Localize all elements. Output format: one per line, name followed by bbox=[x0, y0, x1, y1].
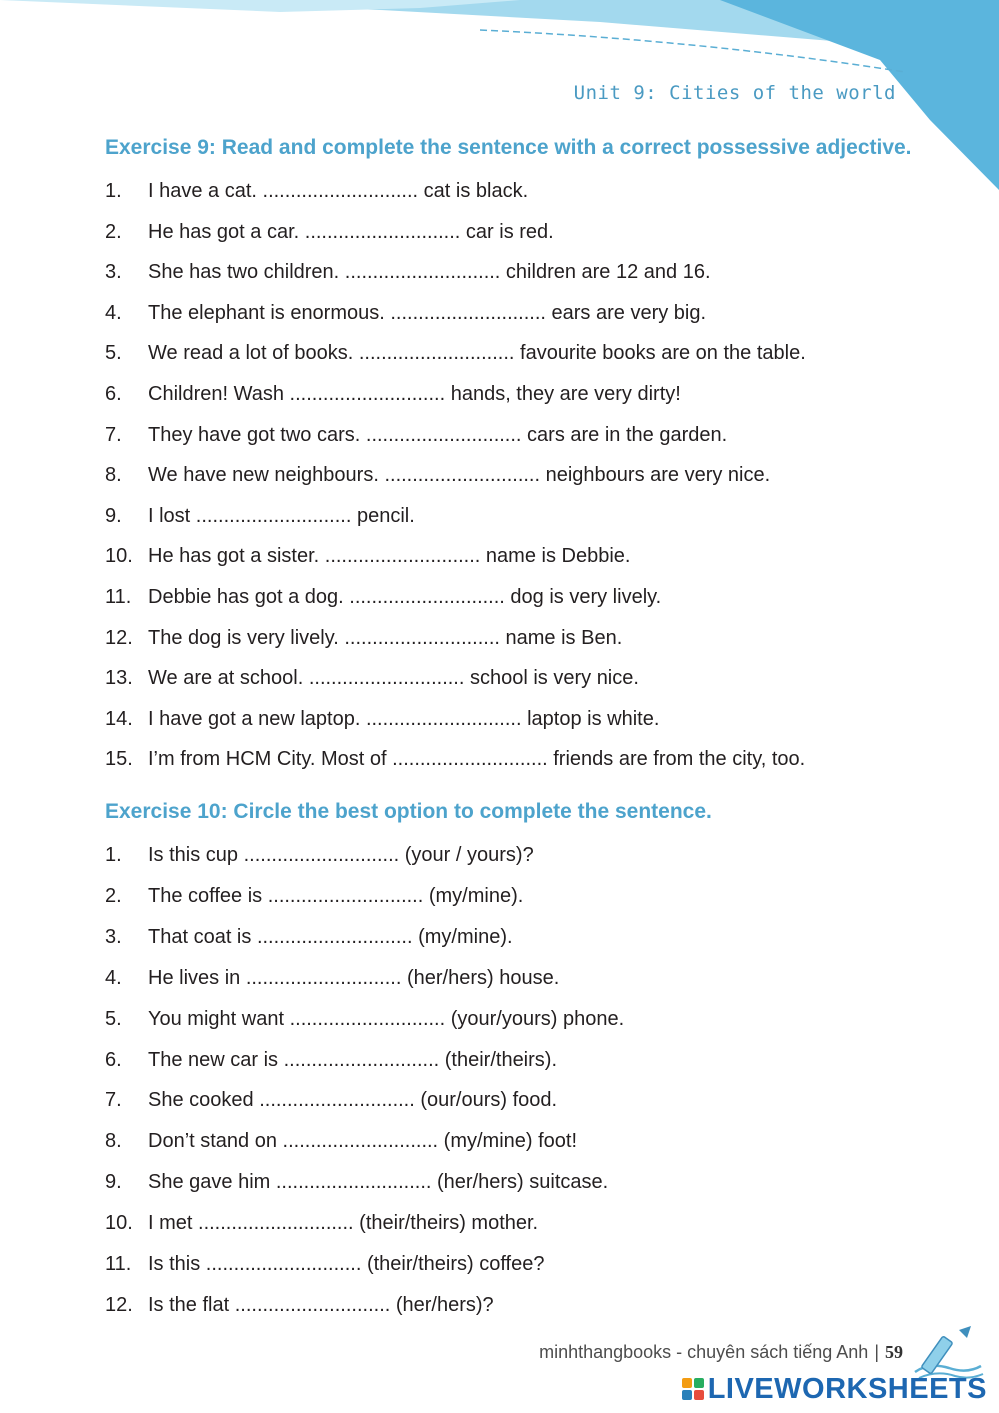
question-text-after: (my/mine) foot! bbox=[438, 1130, 578, 1153]
question-text-before: Don’t stand on bbox=[148, 1130, 283, 1153]
footer-separator: | bbox=[874, 1342, 879, 1362]
exercise10-question bbox=[105, 881, 523, 911]
answer-blank[interactable]: ............................ bbox=[358, 342, 515, 365]
exercise10-question bbox=[105, 1126, 577, 1156]
answer-blank[interactable]: ............................ bbox=[262, 180, 419, 202]
exercise9-question bbox=[105, 298, 706, 328]
question-number: 2. bbox=[105, 884, 122, 907]
question-text-after: name is Ben. bbox=[499, 626, 623, 649]
question-text-before: We read a lot of books. bbox=[148, 342, 359, 365]
exercise10-question bbox=[105, 1290, 494, 1320]
question-text-before: Is the flat bbox=[148, 1293, 235, 1316]
question-number: 8. bbox=[105, 464, 122, 487]
question-text-before: Debbie has got a dog. bbox=[148, 586, 350, 608]
question-text-after: (your / yours)? bbox=[399, 844, 534, 866]
exercise10-question bbox=[105, 840, 534, 870]
question-text-before: He has got a car. bbox=[148, 220, 305, 243]
exercise9-question bbox=[105, 257, 711, 287]
question-text-before: I’m from HCM City. Most of bbox=[148, 748, 393, 771]
exercise10-question bbox=[105, 922, 513, 952]
exercise9-question bbox=[105, 582, 661, 612]
exercise9-question bbox=[105, 338, 806, 368]
question-number: 3. bbox=[105, 925, 122, 948]
answer-blank[interactable]: ............................ bbox=[243, 844, 400, 866]
question-text-after: (your/yours) phone. bbox=[445, 1007, 625, 1030]
unit-title: Unit 9: Cities of the world bbox=[573, 82, 896, 104]
exercise9-question bbox=[105, 704, 659, 734]
question-number: 10. bbox=[105, 1212, 133, 1235]
question-text-after: hands, they are very dirty! bbox=[445, 383, 681, 405]
exercise9-question bbox=[105, 379, 681, 409]
question-number: 4. bbox=[105, 966, 122, 989]
question-text-after: dog is very lively. bbox=[504, 586, 662, 608]
question-text-after: (their/theirs) mother. bbox=[353, 1212, 539, 1235]
question-text-after: children are 12 and 16. bbox=[500, 261, 711, 284]
question-text-after: car is red. bbox=[460, 220, 554, 243]
question-text-before: She cooked bbox=[148, 1089, 260, 1112]
exercise9-question bbox=[105, 744, 805, 774]
answer-blank[interactable]: ............................ bbox=[344, 261, 501, 284]
question-text-after: (our/ours) food. bbox=[414, 1089, 558, 1112]
question-number: 12. bbox=[105, 626, 133, 649]
question-text-after: laptop is white. bbox=[521, 707, 660, 730]
question-text-before: I have a cat. bbox=[148, 180, 263, 202]
answer-blank[interactable]: ............................ bbox=[365, 423, 522, 446]
question-text-after: friends are from the city, too. bbox=[547, 748, 806, 771]
question-number: 4. bbox=[105, 301, 122, 324]
question-text-before: That coat is bbox=[148, 925, 257, 948]
answer-blank[interactable]: ............................ bbox=[198, 1212, 354, 1235]
exercise10-question bbox=[105, 1085, 557, 1115]
liveworksheets-watermark bbox=[682, 1372, 987, 1406]
question-number: 1. bbox=[105, 180, 122, 202]
question-text-before: They have got two cars. bbox=[148, 423, 366, 446]
question-number: 6. bbox=[105, 383, 122, 405]
answer-blank[interactable]: ............................ bbox=[282, 1130, 439, 1153]
question-text-before: He has got a sister. bbox=[148, 545, 325, 568]
question-number: 12. bbox=[105, 1293, 133, 1316]
exercise9-question bbox=[105, 420, 727, 450]
question-number: 11. bbox=[105, 586, 132, 608]
answer-blank[interactable]: ............................ bbox=[256, 925, 413, 948]
question-text-after: (her/hers) suitcase. bbox=[431, 1171, 609, 1194]
question-text-before: Is this cup bbox=[148, 844, 244, 866]
question-text-before: We have new neighbours. bbox=[148, 464, 385, 487]
question-text-before: The elephant is enormous. bbox=[148, 301, 391, 324]
exercise10-question bbox=[105, 963, 559, 993]
exercise10-question bbox=[105, 1249, 544, 1279]
question-text-after: cat is black. bbox=[418, 180, 529, 202]
exercise9-question bbox=[105, 541, 630, 571]
question-number: 7. bbox=[105, 1089, 122, 1112]
exercise-10-title: Exercise 10: Circle the best option to complete the sentence. bbox=[105, 800, 712, 823]
question-text-before: The dog is very lively. bbox=[148, 626, 345, 649]
exercise10-question bbox=[105, 1045, 557, 1075]
question-text-before: The new car is bbox=[148, 1048, 284, 1071]
question-text-before: I have got a new laptop. bbox=[148, 707, 366, 730]
question-text-before: Children! Wash bbox=[148, 383, 290, 405]
question-text-after: pencil. bbox=[351, 504, 415, 527]
question-number: 3. bbox=[105, 261, 122, 284]
question-number: 7. bbox=[105, 423, 122, 446]
question-text-after: cars are in the garden. bbox=[521, 423, 728, 446]
question-text-after: school is very nice. bbox=[464, 667, 639, 690]
question-text-before: You might want bbox=[148, 1007, 290, 1030]
answer-blank[interactable]: ............................ bbox=[289, 1007, 446, 1030]
question-number: 2. bbox=[105, 220, 122, 243]
answer-blank[interactable]: ............................ bbox=[384, 464, 541, 487]
answer-blank[interactable]: ............................ bbox=[289, 383, 446, 405]
question-text-before: She gave him bbox=[148, 1171, 276, 1194]
question-number: 5. bbox=[105, 342, 122, 365]
answer-blank[interactable]: ............................ bbox=[365, 707, 522, 730]
page-footer bbox=[539, 1342, 903, 1363]
exercise9-question bbox=[105, 460, 770, 490]
question-text-after: (their/theirs). bbox=[439, 1048, 558, 1071]
answer-blank[interactable]: ............................ bbox=[392, 748, 548, 771]
question-text-after: (my/mine). bbox=[412, 925, 513, 948]
question-number: 9. bbox=[105, 504, 122, 527]
answer-blank[interactable]: ............................ bbox=[267, 884, 424, 907]
question-text-after: (my/mine). bbox=[423, 884, 524, 907]
question-text-after: neighbours are very nice. bbox=[540, 464, 771, 487]
question-text-before: The coffee is bbox=[148, 884, 268, 907]
exercise-9-title: Exercise 9: Read and complete the sentence with a correct possessive adjective. bbox=[105, 136, 912, 159]
exercise10-question bbox=[105, 1167, 608, 1197]
answer-blank[interactable]: ............................ bbox=[275, 1171, 432, 1194]
question-text-before: I lost bbox=[148, 504, 196, 527]
answer-blank[interactable]: ............................ bbox=[390, 301, 546, 324]
question-number: 6. bbox=[105, 1048, 122, 1071]
answer-blank[interactable]: ............................ bbox=[308, 667, 465, 690]
answer-blank[interactable]: ............................ bbox=[349, 586, 505, 608]
question-text-after: ears are very big. bbox=[545, 301, 707, 324]
answer-blank[interactable]: ............................ bbox=[234, 1293, 391, 1316]
answer-blank[interactable]: ............................ bbox=[344, 626, 500, 649]
exercise9-question bbox=[105, 217, 554, 247]
answer-blank[interactable]: ............................ bbox=[304, 220, 461, 243]
question-number: 15. bbox=[105, 748, 133, 771]
question-text-after: name is Debbie. bbox=[480, 545, 631, 568]
question-number: 1. bbox=[105, 844, 122, 866]
exercise9-question bbox=[105, 176, 528, 206]
question-text-before: We are at school. bbox=[148, 667, 309, 690]
liveworksheets-logo-icon bbox=[682, 1378, 704, 1400]
publisher-name: minhthangbooks - chuyên sách tiếng Anh bbox=[539, 1342, 869, 1362]
question-text-after: (her/hers) house. bbox=[401, 966, 560, 989]
page-number: 59 bbox=[885, 1342, 903, 1362]
question-number: 8. bbox=[105, 1130, 122, 1153]
answer-blank[interactable]: ............................ bbox=[205, 1253, 362, 1275]
question-number: 10. bbox=[105, 545, 133, 568]
question-text-before: He lives in bbox=[148, 966, 246, 989]
question-number: 11. bbox=[105, 1253, 132, 1275]
question-number: 5. bbox=[105, 1007, 122, 1030]
question-text-before: I met bbox=[148, 1212, 199, 1235]
answer-blank[interactable]: ............................ bbox=[324, 545, 481, 568]
question-number: 14. bbox=[105, 707, 133, 730]
question-text-before: Is this bbox=[148, 1253, 206, 1275]
question-number: 9. bbox=[105, 1171, 122, 1194]
answer-blank[interactable]: ............................ bbox=[195, 504, 352, 527]
answer-blank[interactable]: ............................ bbox=[245, 966, 402, 989]
question-text-before: She has two children. bbox=[148, 261, 345, 284]
exercise9-question bbox=[105, 663, 639, 693]
question-number: 13. bbox=[105, 667, 133, 690]
answer-blank[interactable]: ............................ bbox=[283, 1048, 440, 1071]
question-text-after: favourite books are on the table. bbox=[514, 342, 806, 365]
exercise9-question bbox=[105, 501, 415, 531]
answer-blank[interactable]: ............................ bbox=[259, 1089, 415, 1112]
exercise9-question bbox=[105, 623, 622, 653]
exercise10-question bbox=[105, 1208, 538, 1238]
question-text-after: (their/theirs) coffee? bbox=[361, 1253, 545, 1275]
liveworksheets-text: LIVEWORKSHEETS bbox=[707, 1372, 987, 1405]
question-text-after: (her/hers)? bbox=[390, 1293, 494, 1316]
exercise10-question bbox=[105, 1004, 624, 1034]
